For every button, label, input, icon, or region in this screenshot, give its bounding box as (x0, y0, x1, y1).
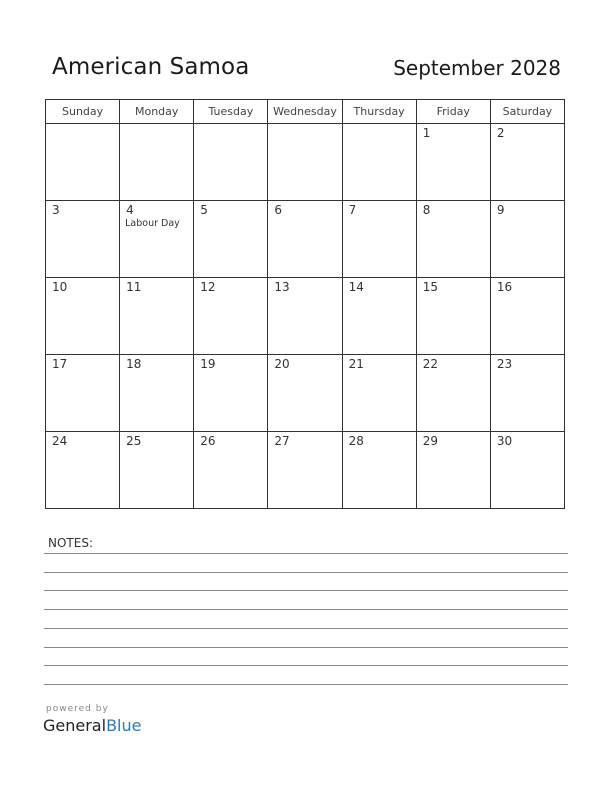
day-cell (490, 201, 564, 278)
day-number (268, 124, 341, 126)
day-number: 28 (348, 434, 364, 448)
day-number: 6 (274, 203, 283, 217)
day-number: 7 (348, 203, 357, 217)
country-title: American Samoa (52, 54, 250, 80)
note-line (44, 572, 568, 573)
day-number: 20 (274, 357, 290, 371)
day-number: 5 (200, 203, 208, 217)
day-number: 22 (422, 357, 438, 371)
day-cell (46, 432, 120, 509)
weekday-monday: Monday (120, 100, 194, 124)
calendar-week-row (46, 355, 565, 432)
day-number: 8 (422, 203, 431, 217)
day-cell (268, 278, 342, 355)
day-cell (46, 124, 120, 201)
day-number: 4 (126, 203, 134, 217)
day-cell (120, 278, 194, 355)
calendar-week-row (46, 278, 565, 355)
day-number (120, 124, 193, 126)
weekday-thursday: Thursday (342, 100, 416, 124)
note-line (44, 684, 568, 685)
day-cell (490, 278, 564, 355)
day-number: 23 (496, 357, 513, 371)
day-cell (194, 201, 268, 278)
weekday-tuesday: Tuesday (194, 100, 268, 124)
day-cell (490, 124, 564, 201)
calendar-week-row (46, 124, 565, 201)
day-cell (46, 355, 120, 432)
day-number: 24 (52, 434, 68, 448)
weekday-wednesday: Wednesday (268, 100, 342, 124)
day-cell (342, 432, 416, 509)
day-number: 10 (52, 280, 68, 294)
day-number: 19 (200, 357, 216, 371)
day-number: 9 (496, 203, 505, 217)
brand-blue: Blue (106, 716, 142, 735)
day-number: 3 (52, 203, 60, 217)
day-cell (416, 355, 490, 432)
day-number: 26 (200, 434, 216, 448)
day-cell (268, 432, 342, 509)
day-number: 16 (496, 280, 513, 294)
weekday-friday: Friday (416, 100, 490, 124)
day-number: 15 (422, 280, 438, 294)
day-number: 1 (422, 126, 431, 140)
calendar-grid (45, 99, 565, 509)
day-cell (416, 124, 490, 201)
day-cell (490, 355, 564, 432)
note-line (44, 647, 568, 648)
day-cell (120, 432, 194, 509)
day-cell (120, 201, 194, 278)
day-number: 14 (348, 280, 364, 294)
day-number (194, 124, 267, 126)
calendar-week-row (46, 201, 565, 278)
day-cell (342, 278, 416, 355)
day-number: 17 (52, 357, 68, 371)
day-number: 27 (274, 434, 290, 448)
day-number: 2 (496, 126, 505, 140)
day-cell (194, 124, 268, 201)
day-cell (342, 355, 416, 432)
day-number: 18 (126, 357, 142, 371)
day-cell (120, 355, 194, 432)
holiday-label: Labour Day (125, 218, 180, 229)
day-cell (194, 278, 268, 355)
day-cell (490, 432, 564, 509)
note-line (44, 609, 568, 610)
day-cell (342, 124, 416, 201)
day-cell (194, 355, 268, 432)
note-line (44, 628, 568, 629)
calendar-week-row (46, 432, 565, 509)
day-cell (342, 201, 416, 278)
day-number (343, 124, 416, 126)
day-number: 21 (348, 357, 364, 371)
notes-label: NOTES: (48, 536, 93, 550)
generalblue-logo[interactable] (43, 716, 141, 735)
day-number: 29 (422, 434, 438, 448)
day-number: 13 (274, 280, 290, 294)
weekday-sunday: Sunday (46, 100, 120, 124)
day-cell (416, 432, 490, 509)
day-cell (416, 278, 490, 355)
powered-by-text: powered by (46, 704, 109, 714)
day-number: 11 (126, 280, 142, 294)
note-line (44, 665, 568, 666)
day-cell (268, 201, 342, 278)
calendar-body (46, 124, 565, 509)
note-line (44, 553, 568, 554)
day-number: 12 (200, 280, 216, 294)
weekday-saturday: Saturday (490, 100, 564, 124)
day-number: 25 (126, 434, 142, 448)
day-number (46, 124, 119, 126)
brand-general: General (43, 716, 107, 735)
day-cell (268, 124, 342, 201)
day-cell (416, 201, 490, 278)
day-cell (46, 201, 120, 278)
day-cell (120, 124, 194, 201)
weekday-header-row (46, 100, 565, 124)
day-number: 30 (496, 434, 513, 448)
day-cell (194, 432, 268, 509)
day-cell (268, 355, 342, 432)
day-cell (46, 278, 120, 355)
month-year-title: September 2028 (393, 56, 561, 80)
note-line (44, 590, 568, 591)
